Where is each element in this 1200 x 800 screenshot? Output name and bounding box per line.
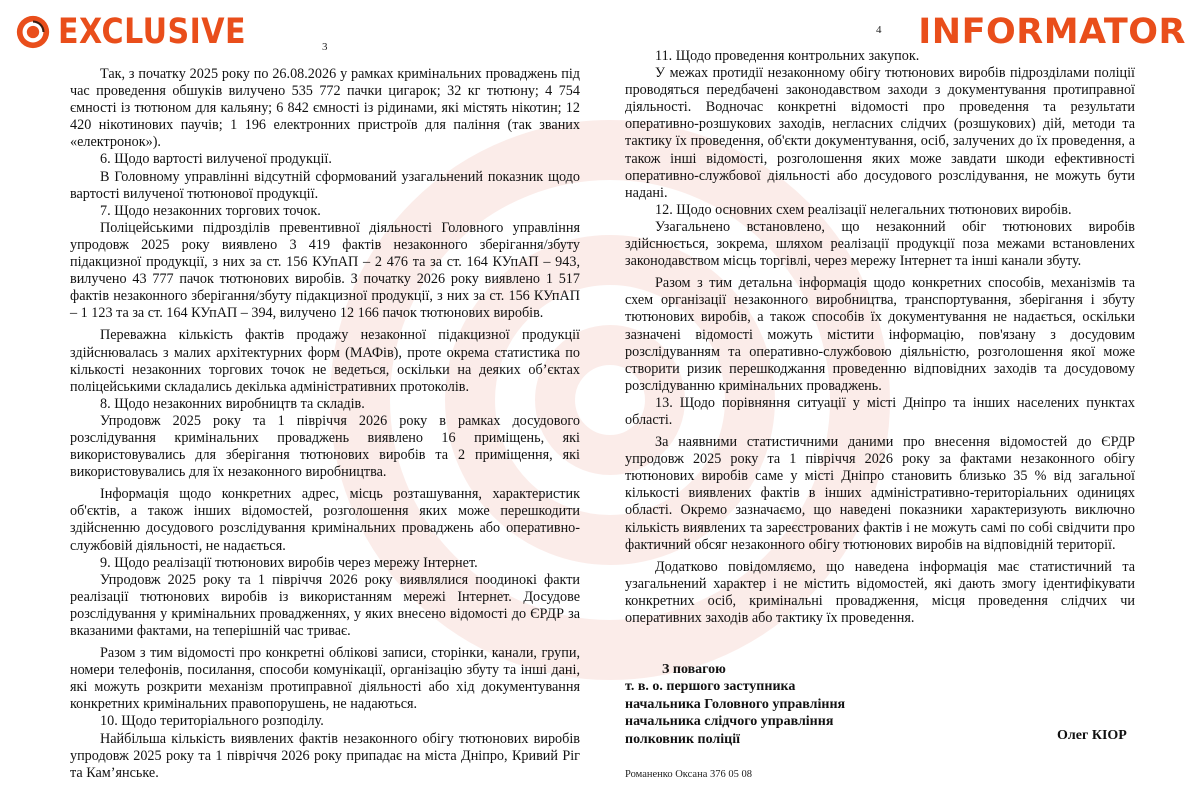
paragraph: Разом з тим детальна інформація щодо конкретних способів, механізмів та схем організації незаконного виробництва, транспортування, зберігання і збуту тютюнових виробів, а також способів їх документування не надається, оскільки зазначені відомості можуть містити інформацію, пов'язану з досудовим розслідуванням та оперативно-службовою діяльністю, розголошення якої може створити ризик перешкоджання проведенню відповідних заходів та досудовому розслідуванню кримінальних проваджень. [625, 275, 1135, 394]
signature-greeting: З повагою [662, 662, 726, 677]
page-number-right: 4 [876, 24, 882, 36]
paragraph: Додатково повідомляємо, що наведена інформація має статистичний та узагальнений характер і не містить відомостей, які дають змогу ідентифікувати конкретних осіб, кримінальні провадження, місця проведення слідчих чи оперативних заходів або тактику їх проведення. [625, 558, 1135, 626]
paragraph: Упродовж 2025 року та 1 півріччя 2026 року в рамках досудового розслідування кримінальних проваджень виявлено 16 приміщень, які використовувались для зберігання тютюнових виробів та 2 приміщення, які використовувались для їх незаконного виробництва. [70, 412, 580, 481]
paragraph: У межах протидії незаконному обігу тютюнових виробів підрозділами поліції проводяться передбачені законодавством заходи з документування протиправної діяльності. Водночас конкретні відомості про проведення та результати оперативно-розшукових заходів, негласних слідчих (розшукових) дій, методи та тактику їх проведення, об'єкти документування, осіб, залучених до їх проведення, а також інші відомості, розголошення яких може завдати шкоди ефективності оперативно-службової діяльності або досудового розслідування, не можуть бути надані. [625, 65, 1135, 201]
brand-informator-text: INFORMATOR [918, 12, 1186, 52]
executor-note: Романенко Оксана 376 05 08 [625, 769, 752, 780]
signature-position-line: начальника слідчого управління [625, 714, 834, 730]
brand-exclusive [14, 12, 277, 52]
section-heading: 13. Щодо порівняння ситуації у місті Дніпро та інших населених пунктах області. [625, 394, 1135, 428]
document-page-right [625, 48, 1135, 627]
section-heading: 12. Щодо основних схем реалізації нелегальних тютюнових виробів. [655, 201, 1072, 218]
paragraph: Упродовж 2025 року та 1 півріччя 2026 року виявлялися поодинокі факти реалізації тютюнових виробів із використанням мережі Інтернет. Досудове розслідування у кримінальних провадженнях, у яких внесено відомості до ЄРДР за вказаними фактами, на теперішній час триває. [70, 571, 580, 639]
paragraph: Поліцейськими підрозділів превентивної діяльності Головного управління упродовж 2025 року виявлено 3 419 фактів незаконного зберігання/збуту підакцизної продукції, з них за ст. 156 КУпАП – 2 476 та за ст. 164 КУпАП – 943, вилучено 43 777 пачок тютюнових виробів. З початку 2026 року виявлено 1 517 фактів незаконного зберігання/збуту підакцизної продукції, з них за ст. 156 КУпАП – 1 123 та за ст. 164 КУпАП – 394, вилучено 12 166 пачок тютюнових виробів. [70, 219, 580, 322]
section-heading: 11. Щодо проведення контрольних закупок. [655, 48, 920, 64]
signature-position-line: начальника Головного управління [625, 696, 846, 712]
paragraph: Узагальнено встановлено, що незаконний обіг тютюнових виробів здійснюється, зокрема, шляхом реалізації продукції поза межами встановлених законодавством місць торгівлі, через мережу Інтернет та інші канали збуту. [625, 218, 1135, 270]
signature-position-line: т. в. о. першого заступника [625, 679, 796, 695]
paragraph: Інформація щодо конкретних адрес, місць розташування, характеристик об'єктів, а також інших відомостей, розголошення яких може перешкодити здійсненню досудового розслідування кримінальних проваджень або оперативно-службовій діяльності, не надається. [70, 486, 580, 554]
document-page-left [70, 66, 580, 782]
section-heading: 6. Щодо вартості вилученої продукції. [100, 151, 332, 168]
section-heading: 7. Щодо незаконних торгових точок. [100, 202, 321, 219]
section-heading: 9. Щодо реалізації тютюнових виробів через мережу Інтернет. [100, 554, 478, 571]
page-number-left: 3 [322, 41, 328, 53]
brand-informator [918, 12, 1186, 52]
signature-rank: полковник поліції [625, 731, 741, 747]
paragraph: Переважна кількість фактів продажу незаконної підакцизної продукції здійснювалась з малих архітектурних форм (МАФів), проте окрема статистика по кількості незаконних торгових точок не ведеться, оскільки на деяких об’єктах поліцейськими складались декілька адміністративних протоколів. [70, 327, 580, 395]
paragraph: За наявними статистичними даними про внесення відомостей до ЄРДР упродовж 2025 року та 1 півріччя 2026 року за фактами незаконного обігу тютюнових виробів саме у місті Дніпро становить близько 35 % від загальної кількості виявлених фактів в інших адміністративно-територіальних одиницях області. Окремо зазначаємо, що наведені показники характеризують виключно кількість виявлених та зареєстрованих фактів і не можуть самі по собі свідчити про фактичний обсяг незаконного обігу тютюнових виробів на відповідній території. [625, 434, 1135, 553]
paragraph: Разом з тим відомості про конкретні облікові записи, сторінки, канали, групи, номери телефонів, посилання, способи комунікації, організацію збуту та інші дані, які можуть розкрити механізм протиправної діяльності або хід документування конкретних кримінальних правопорушень, не надаються. [70, 645, 580, 713]
section-heading: 10. Щодо територіального розподілу. [100, 713, 324, 730]
paragraph: В Головному управлінні відсутній сформований узагальнений показник щодо вартості вилученої тютюнової продукції. [70, 168, 580, 202]
section-heading: 8. Щодо незаконних виробництв та складів. [100, 395, 365, 412]
record-circle-icon [14, 13, 52, 51]
brand-exclusive-text: EXCLUSIVE [58, 12, 246, 52]
signer-name: Олег КІОР [1057, 728, 1127, 743]
paragraph: Найбільша кількість виявлених фактів незаконного обігу тютюнових виробів упродовж 2025 року та 1 півріччя 2026 року припадає на міста Дніпро, Кривий Ріг та Кам’янське. [70, 730, 580, 781]
paragraph: Так, з початку 2025 року по 26.08.2026 у рамках кримінальних проваджень під час проведення обшуків вилучено 535 772 пачки цигарок; 32 кг тютюну; 4 754 ємності із тютюном для кальяну; 6 842 ємності із рідинами, які містять нікотин; 12 420 нікотинових паучів; 1 196 електронних пристроїв для паління (так званих «електронок»). [70, 66, 580, 151]
